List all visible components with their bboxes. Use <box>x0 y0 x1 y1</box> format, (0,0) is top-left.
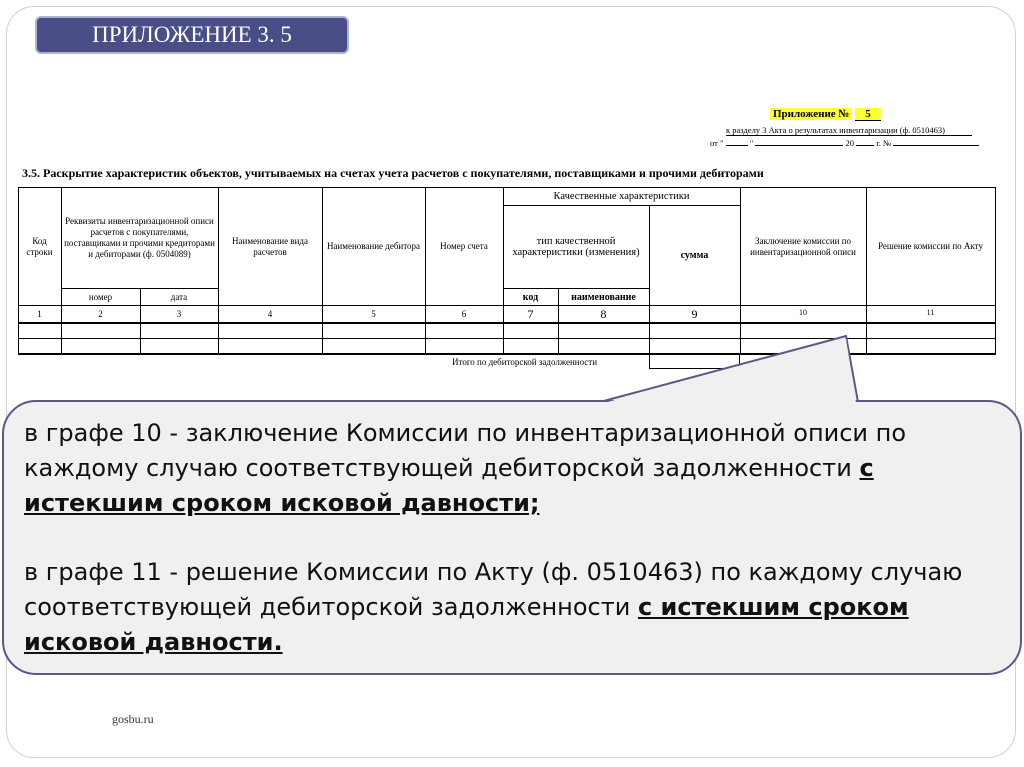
column-number: 8 <box>600 306 607 321</box>
slide-title-badge: ПРИЛОЖЕНИЕ 3. 5 <box>35 16 349 54</box>
callout-text-1: в графе 10 - заключение Комиссии по инвентаризационной описи по каждому случаю соответствующей дебиторской задолженности <box>24 419 907 482</box>
header-date: дата <box>170 291 188 302</box>
header-debtor-name: Наименование дебитора <box>326 241 421 251</box>
column-number: 4 <box>267 308 273 319</box>
column-number: 5 <box>371 308 376 319</box>
callout-text-2: в графе 11 - решение Комиссии по Акту (ф. 0510463) по каждому случаю соответствующей дебиторской задолженности <box>24 558 963 621</box>
column-number: 9 <box>691 306 698 321</box>
date-quote: " <box>749 138 754 148</box>
date-from-label: от " <box>710 138 724 148</box>
header-quality: Качественные характеристики <box>553 191 690 202</box>
callout-emphasis-2: с истекшим сроком исковой давности. <box>24 593 909 656</box>
section-title: 3.5. Раскрытие характеристик объектов, учитываемых на счетах учета расчетов с покупателями, поставщиками и прочими дебиторами <box>22 166 764 180</box>
document-title-number: 5 <box>855 108 881 121</box>
footer-source: gosbu.ru <box>112 712 154 726</box>
header-code: Код строки <box>26 235 53 257</box>
column-number: 7 <box>527 306 534 321</box>
column-number: 6 <box>461 308 467 319</box>
date-year-suffix: г. № <box>876 138 892 148</box>
header-requisites: Реквизиты инвентаризационной описи расчетов с покупателями, поставщиками и прочими кредиторами и дебиторами (ф. 0504089) <box>64 216 215 259</box>
header-naim: наименование <box>571 291 636 303</box>
header-sum: сумма <box>680 250 709 261</box>
header-account: Номер счета <box>440 241 488 251</box>
header-commission-decision: Решение комиссии по Акту <box>878 241 983 251</box>
column-number: 11 <box>926 307 935 317</box>
column-number: 1 <box>37 308 42 319</box>
total-label: Итого по дебиторской задолженности <box>452 357 598 367</box>
header-commission-conclusion: Заключение комиссии по инвентаризационной описи <box>750 235 856 257</box>
header-kod: код <box>522 291 539 303</box>
document-subtitle: к разделу 3 Акта о результатах инвентаризации (ф. 0510463) <box>726 125 972 136</box>
header-number: номер <box>88 291 113 302</box>
document-title-prefix: Приложение № <box>770 108 852 120</box>
header-settlement-type: Наименование вида расчетов <box>232 235 308 257</box>
header-quality-type: тип качественной характеристики (изменения) <box>512 236 640 258</box>
column-number: 2 <box>98 308 103 319</box>
callout-emphasis-1: с истекшим сроком исковой давности; <box>24 454 874 517</box>
date-year-label: 20 <box>845 138 854 148</box>
column-number: 10 <box>799 307 807 317</box>
column-number: 3 <box>176 308 182 319</box>
